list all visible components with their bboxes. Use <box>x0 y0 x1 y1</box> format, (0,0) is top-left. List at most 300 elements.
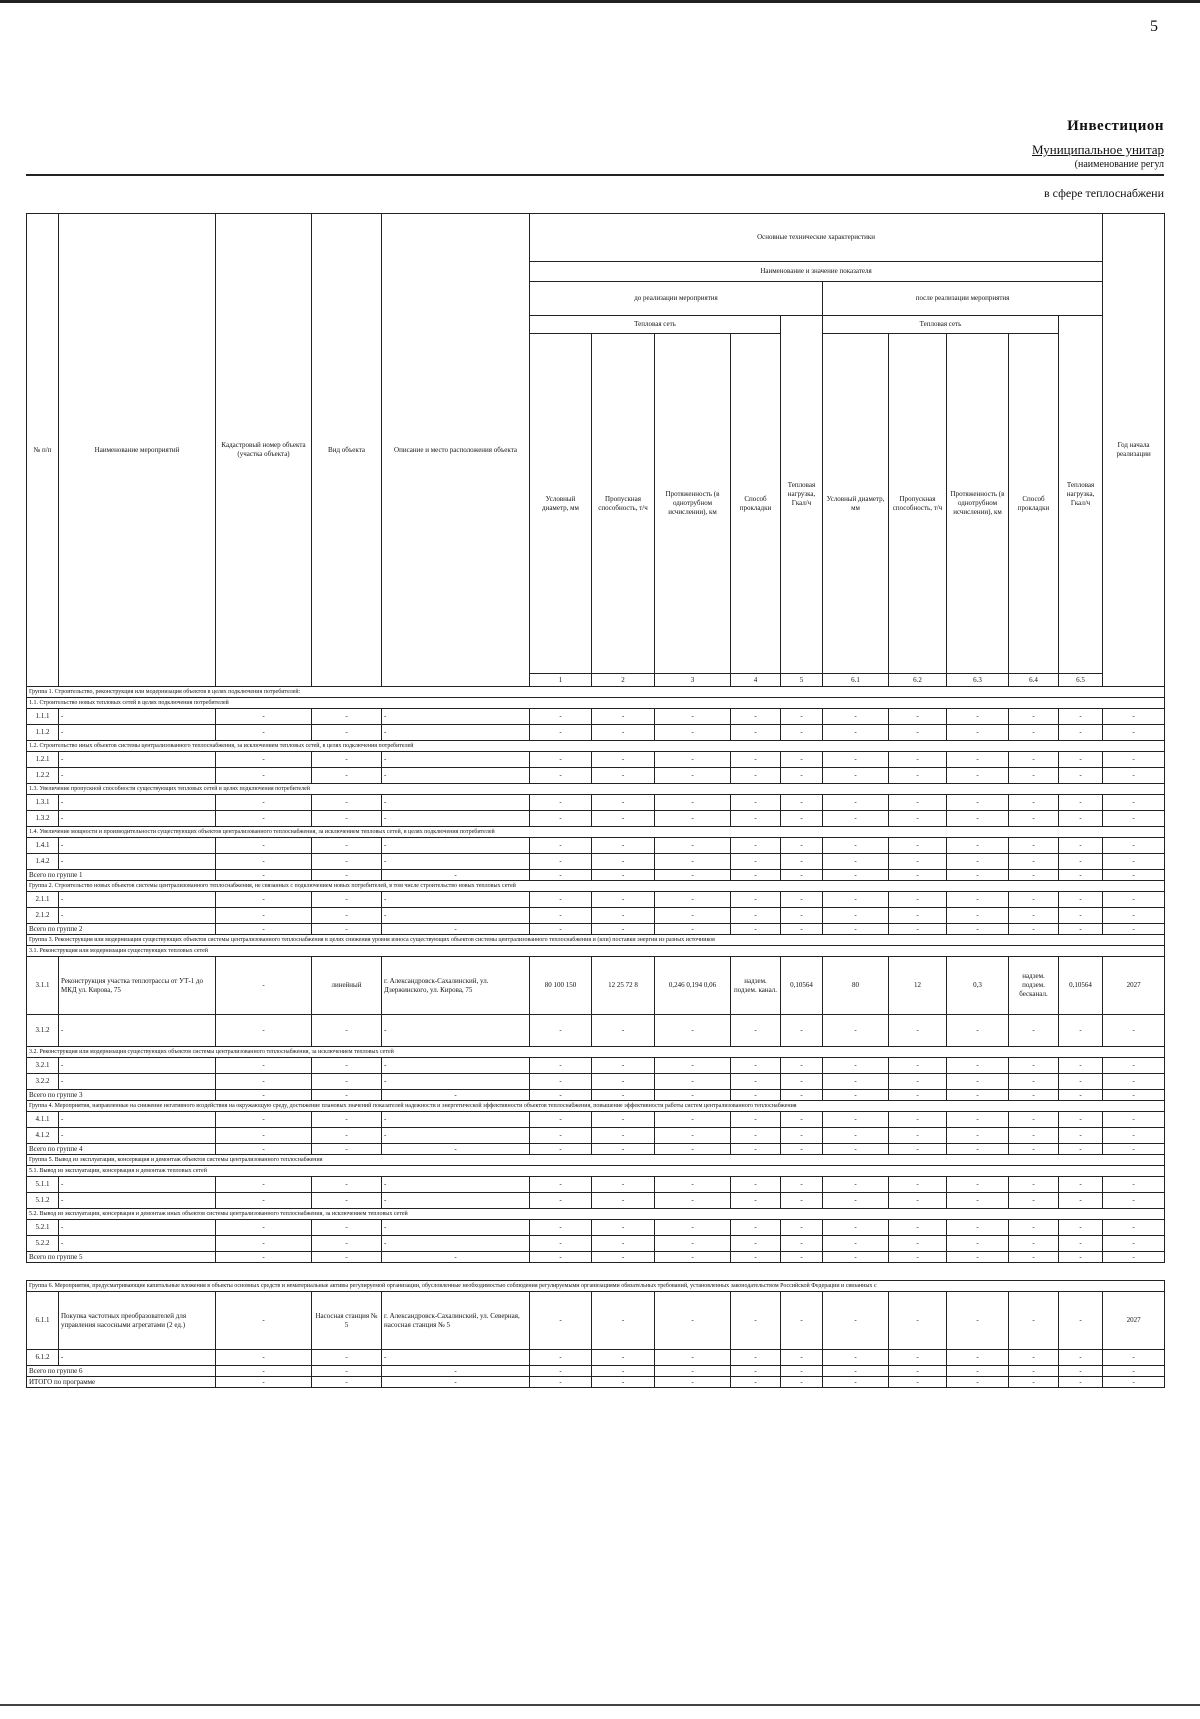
table-cell: - <box>889 870 947 881</box>
table-cell: - <box>382 870 530 881</box>
table-cell: - <box>655 1058 731 1074</box>
table-cell: - <box>947 1128 1009 1144</box>
table-row <box>27 1112 1165 1128</box>
measure-name-cell: - <box>59 1220 216 1236</box>
location-cell: - <box>382 854 530 870</box>
table-cell: - <box>889 1090 947 1101</box>
table-cell: - <box>1009 1112 1059 1128</box>
table-cell: - <box>1103 795 1165 811</box>
table-cell: - <box>947 768 1009 784</box>
table-row <box>27 892 1165 908</box>
table-cell: - <box>1103 811 1165 827</box>
measure-name-cell: - <box>59 1112 216 1128</box>
table-cell: - <box>530 768 592 784</box>
measure-name-cell: - <box>59 892 216 908</box>
title-line-2: Муниципальное унитар <box>1032 142 1164 157</box>
table-cell: - <box>889 924 947 935</box>
table-cell: - <box>731 709 781 725</box>
table-cell: - <box>216 1236 312 1252</box>
measure-name-cell: - <box>59 1058 216 1074</box>
table-cell: - <box>1059 908 1103 924</box>
total-label: ИТОГО по программе <box>27 1377 216 1388</box>
table-cell: - <box>592 1090 655 1101</box>
col-head-6-4: Способ прокладки <box>731 334 781 674</box>
table-cell: - <box>1009 1350 1059 1366</box>
group-row <box>27 1101 1165 1112</box>
table-cell: - <box>1009 892 1059 908</box>
col-head-5: Описание и место расположения объекта <box>382 214 530 687</box>
table-cell: - <box>530 1015 592 1047</box>
table-cell: - <box>530 1292 592 1350</box>
location-cell: - <box>382 1074 530 1090</box>
table-cell: - <box>530 1236 592 1252</box>
table-cell: - <box>655 811 731 827</box>
table-cell: - <box>781 1128 823 1144</box>
table-cell: - <box>781 908 823 924</box>
table-cell: - <box>1059 838 1103 854</box>
column-number: 6.3 <box>947 674 1009 687</box>
column-number: 5 <box>781 674 823 687</box>
location-cell: - <box>382 752 530 768</box>
table-row <box>27 1015 1165 1047</box>
table-cell: - <box>1009 1252 1059 1263</box>
table-cell: - <box>781 1350 823 1366</box>
table-cell: - <box>823 709 889 725</box>
table-cell: - <box>1009 854 1059 870</box>
table-cell: - <box>530 709 592 725</box>
table-cell: - <box>947 1112 1009 1128</box>
table-cell: - <box>1103 1377 1165 1388</box>
table-cell: - <box>889 1144 947 1155</box>
spacer-cell <box>27 1263 1165 1281</box>
table-cell: - <box>312 795 382 811</box>
table-cell: - <box>530 1193 592 1209</box>
table-cell: - <box>823 1366 889 1377</box>
table-cell: - <box>823 1252 889 1263</box>
table-cell: - <box>655 870 731 881</box>
table-cell: - <box>592 1193 655 1209</box>
table-cell: - <box>655 854 731 870</box>
table-cell: - <box>312 768 382 784</box>
table-cell: - <box>655 1074 731 1090</box>
bottom-border <box>0 1704 1200 1706</box>
table-row <box>27 795 1165 811</box>
table-cell: - <box>947 811 1009 827</box>
group-row <box>27 1209 1165 1220</box>
table-cell: - <box>1009 768 1059 784</box>
table-cell: - <box>781 1144 823 1155</box>
table-cell: - <box>781 1015 823 1047</box>
table-cell: - <box>1059 1058 1103 1074</box>
location-cell: г. Александровск-Сахалинский, ул. Северная, насосная станция № 5 <box>382 1292 530 1350</box>
table-cell: - <box>530 1058 592 1074</box>
top-border <box>0 0 1200 3</box>
table-cell: - <box>1059 1112 1103 1128</box>
table-cell: - <box>530 924 592 935</box>
head-network-before: Тепловая сеть <box>530 316 781 334</box>
table-row <box>27 1058 1165 1074</box>
table-cell: - <box>823 1193 889 1209</box>
table-cell: - <box>312 1252 382 1263</box>
table-cell: - <box>889 768 947 784</box>
table-cell: - <box>781 1112 823 1128</box>
table-cell: - <box>312 1058 382 1074</box>
table-cell: - <box>530 1112 592 1128</box>
table-cell: - <box>1059 1220 1103 1236</box>
table-cell: - <box>889 1193 947 1209</box>
table-cell: - <box>1009 908 1059 924</box>
table-cell: - <box>1103 1252 1165 1263</box>
table-row <box>27 1128 1165 1144</box>
table-cell: - <box>731 1220 781 1236</box>
table-cell: - <box>592 1058 655 1074</box>
table-cell: - <box>781 1366 823 1377</box>
group-row <box>27 698 1165 709</box>
table-cell: - <box>1009 1177 1059 1193</box>
table-cell: - <box>312 1074 382 1090</box>
table-cell: - <box>947 1350 1009 1366</box>
table-cell: - <box>947 924 1009 935</box>
table-cell: - <box>216 854 312 870</box>
col-head-7-1: Условный диаметр, мм <box>823 334 889 674</box>
table-cell: - <box>655 725 731 741</box>
table-cell: линейный <box>312 957 382 1015</box>
measure-name-cell: - <box>59 1128 216 1144</box>
table-cell: - <box>592 725 655 741</box>
table-cell: - <box>1009 1090 1059 1101</box>
table-cell: - <box>216 1292 312 1350</box>
table-cell: - <box>592 1144 655 1155</box>
group-title: Группа 5. Вывод из эксплуатации, консервация и демонтаж объектов системы централизованного теплоснабжения <box>27 1155 1165 1166</box>
table-cell: - <box>592 908 655 924</box>
table-row <box>27 957 1165 1015</box>
table-cell: - <box>1103 892 1165 908</box>
row-number: 1.1.2 <box>27 725 59 741</box>
total-label: Всего по группе 6 <box>27 1366 216 1377</box>
table-cell: - <box>889 892 947 908</box>
table-cell: - <box>889 1377 947 1388</box>
location-cell: - <box>382 1112 530 1128</box>
col-head-8: Год начала реализации <box>1103 214 1165 687</box>
head-before: до реализации мероприятия <box>530 282 823 316</box>
location-cell: - <box>382 838 530 854</box>
table-cell: - <box>731 1236 781 1252</box>
table-cell: - <box>312 1112 382 1128</box>
table-cell: - <box>823 1377 889 1388</box>
table-cell: - <box>1059 795 1103 811</box>
measure-name-cell: - <box>59 1236 216 1252</box>
table-cell: - <box>823 838 889 854</box>
location-cell: - <box>382 1350 530 1366</box>
table-cell: - <box>731 924 781 935</box>
table-cell: - <box>592 892 655 908</box>
col-head-7-4: Способ прокладки <box>1009 334 1059 674</box>
table-cell: - <box>1059 768 1103 784</box>
table-cell: - <box>1059 1366 1103 1377</box>
table-cell: - <box>1103 1177 1165 1193</box>
table-cell: - <box>947 1090 1009 1101</box>
table-cell: - <box>530 1090 592 1101</box>
table-cell: - <box>1059 752 1103 768</box>
total-label: Всего по группе 4 <box>27 1144 216 1155</box>
table-cell: - <box>1009 1144 1059 1155</box>
group-title: 3.2. Реконструкция или модернизация существующих объектов системы централизованного теплоснабжения, за исключением тепловых сетей <box>27 1047 1165 1058</box>
table-cell: - <box>1059 1350 1103 1366</box>
col-head-3: Кадастровый номер объекта (участка объекта) <box>216 214 312 687</box>
table-cell: 12 25 72 8 <box>592 957 655 1015</box>
table-cell: - <box>947 838 1009 854</box>
table-cell: 80 100 150 <box>530 957 592 1015</box>
table-cell: - <box>216 709 312 725</box>
table-row <box>27 1193 1165 1209</box>
location-cell: - <box>382 1236 530 1252</box>
table-cell: - <box>312 1350 382 1366</box>
table-cell: - <box>731 1177 781 1193</box>
group-row <box>27 881 1165 892</box>
measure-name-cell: - <box>59 1074 216 1090</box>
table-cell: - <box>216 1252 312 1263</box>
total-row <box>27 1366 1165 1377</box>
table-cell: - <box>947 1377 1009 1388</box>
table-cell: - <box>312 1366 382 1377</box>
location-cell: - <box>382 1128 530 1144</box>
col-head-6-1: Условный диаметр, мм <box>530 334 592 674</box>
table-cell: - <box>731 811 781 827</box>
table-cell: - <box>823 768 889 784</box>
table-cell: - <box>216 1144 312 1155</box>
table-cell: - <box>312 1015 382 1047</box>
table-cell: - <box>947 892 1009 908</box>
head-after: после реализации мероприятия <box>823 282 1103 316</box>
group-row <box>27 1047 1165 1058</box>
table-cell: - <box>823 811 889 827</box>
col-head-7-2: Пропускная способность, т/ч <box>889 334 947 674</box>
table-cell: - <box>592 1366 655 1377</box>
table-cell: надзем. подзем. канал. <box>731 957 781 1015</box>
table-row <box>27 854 1165 870</box>
table-cell: - <box>530 870 592 881</box>
table-cell: - <box>889 838 947 854</box>
table-cell: - <box>947 854 1009 870</box>
table-cell: - <box>1059 1128 1103 1144</box>
table-cell: - <box>1009 924 1059 935</box>
table-cell: - <box>312 1236 382 1252</box>
table-cell: - <box>592 811 655 827</box>
table-cell: - <box>216 924 312 935</box>
table-cell: - <box>655 709 731 725</box>
table-cell: - <box>312 854 382 870</box>
table-cell: - <box>823 795 889 811</box>
location-cell: - <box>382 908 530 924</box>
table-cell: 2027 <box>1103 957 1165 1015</box>
table-cell: - <box>731 870 781 881</box>
table-cell: - <box>947 1236 1009 1252</box>
table-cell: - <box>312 908 382 924</box>
table-cell: - <box>781 1292 823 1350</box>
group-row <box>27 935 1165 946</box>
table-cell: - <box>947 709 1009 725</box>
table-cell: - <box>530 752 592 768</box>
table-cell: - <box>312 725 382 741</box>
table-cell: - <box>1103 1220 1165 1236</box>
table-cell: - <box>781 1377 823 1388</box>
table-cell: - <box>1009 1220 1059 1236</box>
table-cell: - <box>889 752 947 768</box>
table-cell: - <box>947 1193 1009 1209</box>
table-cell: - <box>731 1128 781 1144</box>
table-cell: - <box>530 811 592 827</box>
table-cell: - <box>1059 1015 1103 1047</box>
table-cell: - <box>1059 1193 1103 1209</box>
table-cell: - <box>1009 1128 1059 1144</box>
measure-name-cell: - <box>59 795 216 811</box>
total-label: Всего по группе 3 <box>27 1090 216 1101</box>
table-cell: - <box>823 1220 889 1236</box>
table-cell: - <box>1009 1193 1059 1209</box>
group-title: Группа 1. Строительство, реконструкция или модернизация объектов в целях подключения потребителей: <box>27 687 1165 698</box>
table-cell: - <box>530 1128 592 1144</box>
col-head-1: № п/п <box>27 214 59 687</box>
group-title: 1.4. Увеличение мощности и производительности существующих объектов централизованного теплоснабжения, за исключением тепловых сетей, в целях подключения потребителей <box>27 827 1165 838</box>
table-cell: - <box>312 1090 382 1101</box>
table-cell: 0,3 <box>947 957 1009 1015</box>
table-cell: - <box>781 1090 823 1101</box>
table-cell: - <box>889 1074 947 1090</box>
table-cell: - <box>823 1128 889 1144</box>
table-cell: - <box>731 1058 781 1074</box>
location-cell: г. Александровск-Сахалинский, ул. Дзержинского, ул. Кирова, 75 <box>382 957 530 1015</box>
location-cell: - <box>382 1177 530 1193</box>
table-cell: - <box>1059 1074 1103 1090</box>
table-row <box>27 1074 1165 1090</box>
row-number: 3.1.1 <box>27 957 59 1015</box>
table-cell: - <box>1009 870 1059 881</box>
table-cell: - <box>1103 870 1165 881</box>
table-cell: - <box>312 1193 382 1209</box>
table-cell: 80 <box>823 957 889 1015</box>
table-cell: - <box>382 924 530 935</box>
table-cell: - <box>781 752 823 768</box>
table-cell: - <box>1059 1177 1103 1193</box>
table-cell: - <box>823 752 889 768</box>
group-title: 3.1. Реконструкция или модернизация существующих тепловых сетей <box>27 946 1165 957</box>
table-cell: - <box>1009 1058 1059 1074</box>
table-cell: - <box>823 854 889 870</box>
table-cell: - <box>731 1252 781 1263</box>
table-cell: - <box>1009 795 1059 811</box>
column-number: 3 <box>655 674 731 687</box>
spacer-row <box>27 1263 1165 1281</box>
table-cell: - <box>731 1377 781 1388</box>
total-label: Всего по группе 1 <box>27 870 216 881</box>
table-cell: - <box>655 1128 731 1144</box>
table-cell: - <box>216 1058 312 1074</box>
group-row <box>27 1166 1165 1177</box>
table-cell: - <box>947 1058 1009 1074</box>
measure-name-cell: - <box>59 752 216 768</box>
table-cell: - <box>1059 1144 1103 1155</box>
table-cell: - <box>781 1074 823 1090</box>
row-number: 6.1.1 <box>27 1292 59 1350</box>
column-number: 4 <box>731 674 781 687</box>
table-cell: - <box>781 870 823 881</box>
table-cell: - <box>216 908 312 924</box>
investment-table <box>26 213 1165 1388</box>
table-cell: - <box>216 1377 312 1388</box>
row-number: 4.1.1 <box>27 1112 59 1128</box>
table-cell: - <box>655 1177 731 1193</box>
table-cell: - <box>216 1074 312 1090</box>
table-cell: - <box>781 795 823 811</box>
title-line-4: в сфере теплоснабжени <box>1043 186 1164 200</box>
table-cell: - <box>1103 1090 1165 1101</box>
total-row <box>27 1090 1165 1101</box>
table-cell: - <box>947 1015 1009 1047</box>
column-number: 6.4 <box>1009 674 1059 687</box>
location-cell: - <box>382 768 530 784</box>
table-cell: 0,246 0,194 0,06 <box>655 957 731 1015</box>
table-cell: - <box>1103 1144 1165 1155</box>
row-number: 3.2.1 <box>27 1058 59 1074</box>
table-cell: - <box>592 709 655 725</box>
table-cell: 0,10564 <box>1059 957 1103 1015</box>
table-cell: - <box>889 1236 947 1252</box>
table-cell: - <box>216 1350 312 1366</box>
table-cell: - <box>823 1058 889 1074</box>
table-cell: - <box>823 908 889 924</box>
table-row <box>27 1350 1165 1366</box>
table-cell: - <box>781 1252 823 1263</box>
head-group: Основные технические характеристики <box>530 214 1103 262</box>
row-number: 5.2.2 <box>27 1236 59 1252</box>
group-title: 5.1. Вывод из эксплуатации, консервация и демонтаж тепловых сетей <box>27 1166 1165 1177</box>
location-cell: - <box>382 1220 530 1236</box>
col-head-7-5: Тепловая нагрузка, Гкал/ч <box>1059 316 1103 674</box>
table-cell: - <box>1103 908 1165 924</box>
table-cell: - <box>1009 709 1059 725</box>
table-cell: - <box>216 1193 312 1209</box>
table-row <box>27 752 1165 768</box>
table-cell: - <box>1009 838 1059 854</box>
table-cell: - <box>592 1015 655 1047</box>
total-row <box>27 924 1165 935</box>
table-cell: - <box>731 768 781 784</box>
table-cell: - <box>530 1074 592 1090</box>
table-cell: - <box>216 892 312 908</box>
table-cell: - <box>823 725 889 741</box>
table-cell: - <box>216 957 312 1015</box>
measure-name-cell: - <box>59 1015 216 1047</box>
column-number: 6.1 <box>823 674 889 687</box>
total-label: Всего по группе 5 <box>27 1252 216 1263</box>
table-cell: - <box>947 1177 1009 1193</box>
table-cell: - <box>781 1058 823 1074</box>
measure-name-cell: - <box>59 709 216 725</box>
header-rule <box>26 174 1164 176</box>
table-cell: - <box>889 795 947 811</box>
table-cell: - <box>592 1177 655 1193</box>
table-cell: - <box>530 838 592 854</box>
table-cell: - <box>781 1193 823 1209</box>
group-row <box>27 687 1165 698</box>
table-row <box>27 725 1165 741</box>
table-cell: - <box>1103 709 1165 725</box>
total-row <box>27 1377 1165 1388</box>
head-subgroup: Наименование и значение показателя <box>530 262 1103 282</box>
table-cell: - <box>382 1366 530 1377</box>
table-cell: - <box>655 1350 731 1366</box>
table-cell: - <box>216 752 312 768</box>
